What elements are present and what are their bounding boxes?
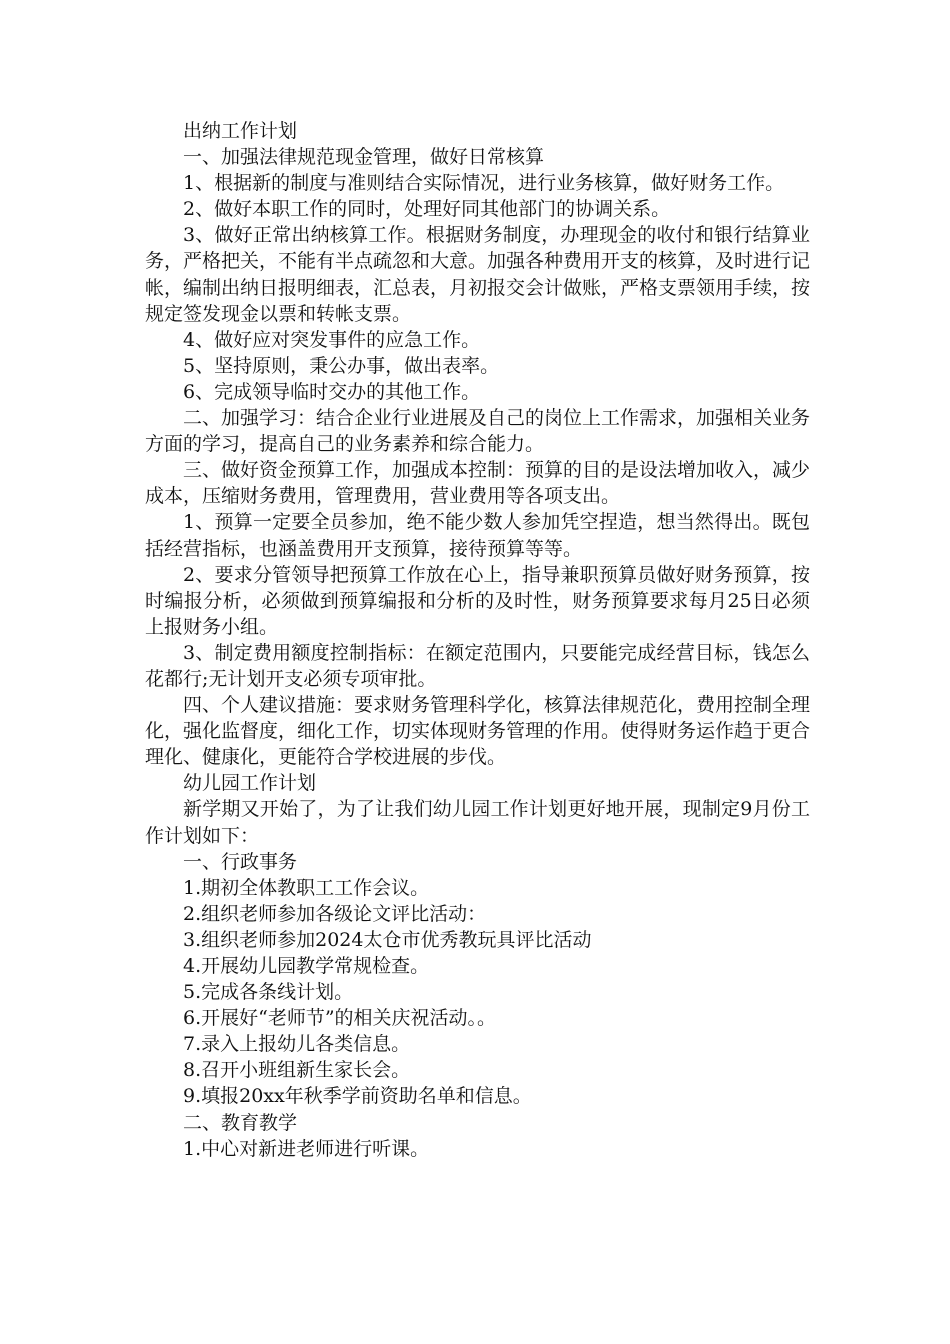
paragraph: 2、要求分管领导把预算工作放在心上，指导兼职预算员做好财务预算，按时编报分析，必须做到预算编报和分析的及时性，财务预算要求每月25日必须上报财务小组。 — [145, 563, 810, 638]
list-item: 6.开展好“老师节”的相关庆祝活动。。 — [183, 1007, 497, 1030]
section-heading: 一、加强法律规范现金管理，做好日常核算 — [183, 146, 545, 169]
doc-title-kindergarten-plan: 幼儿园工作计划 — [183, 772, 317, 795]
list-item: 1.中心对新进老师进行听课。 — [183, 1137, 430, 1160]
section-heading: 三、做好资金预算工作，加强成本控制：预算的目的是设法增加收入，减少成本，压缩财务费用，管理费用，营业费用等各项支出。 — [145, 459, 811, 508]
paragraph: 2、做好本职工作的同时，处理好同其他部门的协调关系。 — [183, 198, 671, 221]
paragraph: 3、做好正常出纳核算工作。根据财务制度，办理现金的收付和银行结算业务，严格把关，不能有半点疏忽和大意。加强各种费用开支的核算，及时进行记帐，编制出纳日报明细表，汇总表，月初报交会计做账，严格支票领用手续，按规定签发现金以票和转帐支票。 — [145, 224, 811, 325]
list-item: 3.组织老师参加2024太仓市优秀教玩具评比活动 — [183, 928, 592, 951]
paragraph: 1、根据新的制度与准则结合实际情况，进行业务核算，做好财务工作。 — [183, 172, 785, 195]
paragraph: 5、坚持原则，秉公办事，做出表率。 — [183, 354, 500, 377]
list-item: 4.开展幼儿园教学常规检查。 — [183, 955, 430, 977]
paragraph: 4、做好应对突发事件的应急工作。 — [183, 328, 481, 351]
paragraph: 3、制定费用额度控制指标：在额定范围内，只要能完成经营目标，钱怎么花都行;无计划开支必须专项审批。 — [145, 641, 810, 690]
list-item: 5.完成各条线计划。 — [183, 981, 354, 1004]
section-heading: 二、加强学习：结合企业行业进展及自己的岗位上工作需求，加强相关业务方面的学习，提高自己的业务素养和综合能力。 — [145, 407, 811, 456]
paragraph: 6、完成领导临时交办的其他工作。 — [183, 380, 481, 403]
list-item: 1.期初全体教职工工作会议。 — [183, 876, 430, 899]
section-heading: 二、教育教学 — [183, 1111, 298, 1134]
paragraph: 1、预算一定要全员参加，绝不能少数人参加凭空捏造，想当然得出。既包括经营指标，也涵盖费用开支预算，接待预算等等。 — [145, 511, 810, 560]
document-body — [145, 118, 810, 1162]
section-heading: 一、行政事务 — [183, 850, 298, 873]
list-item: 2.组织老师参加各级论文评比活动： — [183, 902, 487, 925]
list-item: 7.录入上报幼儿各类信息。 — [183, 1033, 411, 1056]
list-item: 8.召开小班组新生家长会。 — [183, 1059, 411, 1082]
paragraph: 新学期又开始了，为了让我们幼儿园工作计划更好地开展，现制定9月份工作计划如下： — [145, 798, 810, 847]
section-heading: 四、个人建议措施：要求财务管理科学化，核算法律规范化，费用控制全理化，强化监督度，细化工作，切实体现财务管理的作用。使得财务运作趋于更合理化、健康化，更能符合学校进展的步伐。 — [145, 694, 811, 769]
doc-title-cashier-plan: 出纳工作计划 — [183, 120, 298, 142]
list-item: 9.填报20xx年秋季学前资助名单和信息。 — [183, 1085, 532, 1108]
